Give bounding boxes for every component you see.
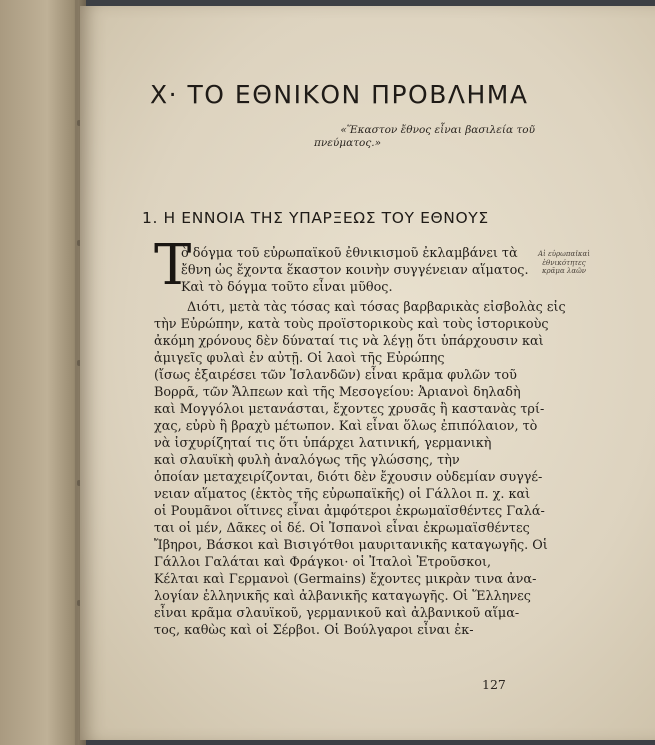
- body-line: ἔθνη ὡς ἔχοντα ἕκαστον κοινὴν συγγένειαν αἵματος.: [181, 263, 529, 278]
- chapter-title: Χ· ΤΟ ΕΘΝΙΚΟΝ ΠΡΟΒΛΗΜΑ: [150, 80, 529, 109]
- right-page: [80, 6, 655, 740]
- body-line: ὸ δόγμα τοῦ εὐρωπαϊκοῦ ἐθνικισμοῦ ἐκλαμβάνει τὰ: [181, 246, 518, 261]
- body-line: ὁποίαν μεταχειρίζονται, διότι δὲν ἔχουσιν οὐδεμίαν συγγέ-: [154, 470, 543, 485]
- body-line: Καὶ τὸ δόγμα τοῦτο εἶναι μῦθος.: [181, 280, 393, 295]
- body-line: καὶ Μογγόλοι μετανάσται, ἔχοντες χρυσᾶς ἢ καστανὰς τρί-: [154, 402, 545, 417]
- left-page: [0, 0, 86, 745]
- body-line: τὴν Εὐρώπην, κατὰ τοὺς προϊστορικοὺς καὶ τοὺς ἱστορικοὺς: [154, 317, 549, 332]
- drop-cap: Τ: [154, 233, 192, 298]
- body-line: ἀμιγεῖς φυλαὶ ἐν αὐτῇ. Οἱ λαοὶ τῆς Εὐρώπης: [154, 351, 445, 366]
- marginal-note-line: ἐθνικότητες: [542, 258, 586, 267]
- left-page-edge: [75, 0, 78, 745]
- marginal-note: [532, 250, 596, 276]
- body-line: ἀκόμη χρόνους δὲν δύναταί τις νὰ λέγῃ ὅτι ὑπάρχουσιν καὶ: [154, 334, 544, 349]
- body-line: Ἴβηροι, Βάσκοι καὶ Βισιγότθοι μαυριτανικῆς καταγωγῆς. Οἱ: [154, 538, 548, 553]
- marginal-note-line: Αἱ εὐρωπαϊκαὶ: [538, 250, 590, 258]
- body-line: χας, εὐρὺ ἢ βραχὺ μέτωπον. Καὶ εἶναι ὅλως ἐπιπόλαιον, τὸ: [154, 419, 538, 434]
- epigraph-line: πνεύματος.»: [314, 137, 381, 149]
- body-line: Βορρᾶ, τῶν Ἄλπεων καὶ τῆς Μεσογείου: Ἀριανοὶ δηλαδὴ: [154, 385, 521, 400]
- body-line: καὶ σλαυϊκὴ φυλὴ ἀναλόγως τῆς γλώσσης, τὴν: [154, 453, 460, 468]
- epigraph: [310, 124, 535, 150]
- body-line: νειαν αἵματος (ἐκτὸς τῆς εὐρωπαϊκῆς) οἱ Γάλλοι π. χ. καὶ: [154, 487, 531, 502]
- body-line: οἱ Ρουμᾶνοι οἵτινες εἶναι ἀμφότεροι ἐκρωμαϊσθέντες Γαλά-: [154, 504, 545, 519]
- body-line: λογίαν ἑλληνικῆς καὶ ἀλβανικῆς καταγωγῆς. Οἱ Ἕλληνες: [154, 589, 531, 604]
- body-line: εἶναι κρᾶμα σλαυϊκοῦ, γερμανικοῦ καὶ ἀλβανικοῦ αἵμα-: [154, 606, 520, 621]
- section-title: 1. Η ΕΝΝΟΙΑ ΤΗΣ ΥΠΑΡΞΕΩΣ ΤΟΥ ΕΘΝΟΥΣ: [142, 209, 489, 227]
- body-line: Διότι, μετὰ τὰς τόσας καὶ τόσας βαρβαρικὰς εἰσβολὰς εἰς: [187, 300, 566, 315]
- body-line: (ἴσως ἐξαιρέσει τῶν Ἰσλανδῶν) εἶναι κρᾶμα φυλῶν τοῦ: [154, 368, 517, 383]
- body-line: Κέλται καὶ Γερμανοὶ (Germains) ἔχοντες μικρὰν τινα ἀνα-: [154, 572, 537, 587]
- body-line: Γάλλοι Γαλάται καὶ Φράγκοι· οἱ Ἰταλοὶ Ἐτροῦσκοι,: [154, 555, 492, 570]
- marginal-note-line: κρᾶμα λαῶν: [541, 267, 587, 275]
- body-line: τος, καθὼς καὶ οἱ Σέρβοι. Οἱ Βούλγαροι εἶναι ἐκ-: [154, 623, 474, 638]
- epigraph-line: «Ἕκαστον ἔθνος εἶναι βασιλεία τοῦ: [340, 124, 535, 136]
- page-content: [80, 6, 655, 740]
- page-number: 127: [482, 677, 506, 692]
- body-line: νὰ ἰσχυρίζηταί τις ὅτι ὑπάρχει λατινική, γερμανικὴ: [154, 436, 492, 451]
- body-line: ται οἱ μέν, Δᾶκες οἱ δέ. Οἱ Ἰσπανοὶ εἶναι ἐκρωμαϊσθέντες: [154, 521, 530, 536]
